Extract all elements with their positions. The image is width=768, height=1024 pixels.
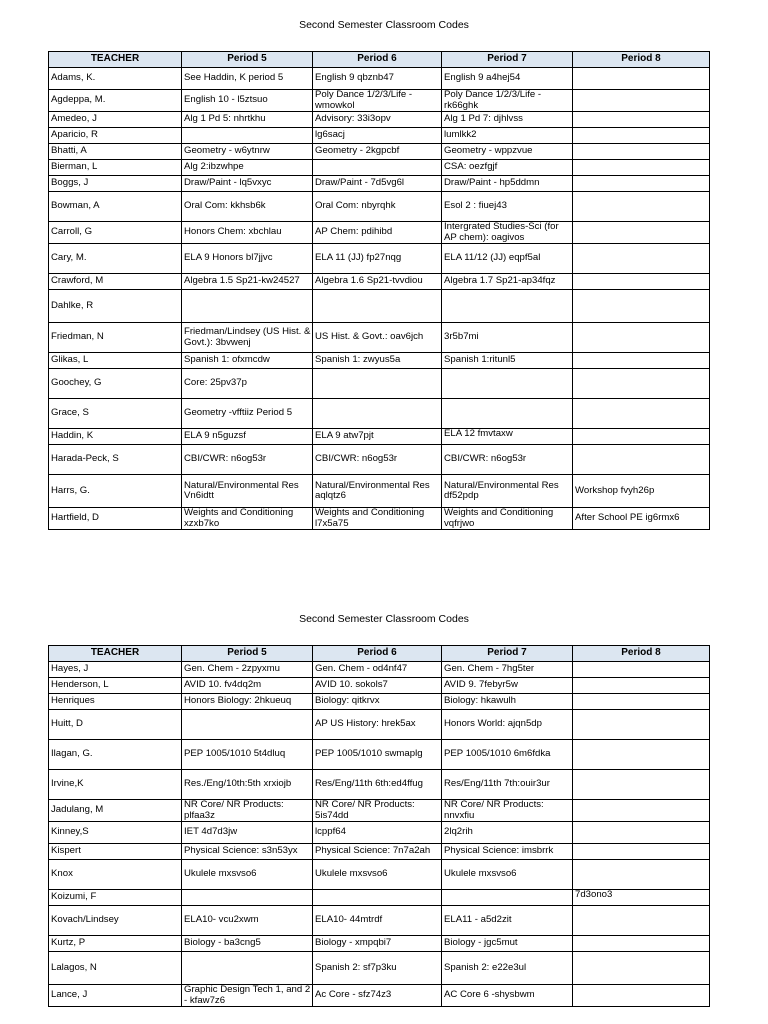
class-code-cell-period-8 [573,906,710,936]
class-code-cell-period-5 [182,890,313,906]
teacher-name-cell: Kurtz, P [49,936,182,952]
class-code-cell-period-8 [573,144,710,160]
table-row [49,822,710,844]
class-code-cell-period-8 [573,323,710,353]
table-row [49,144,710,160]
class-code-cell-period-6: Res/Eng/11th 6th:ed4ffug [313,770,442,800]
header-teacher: TEACHER [49,646,182,662]
class-code-cell-period-6: Spanish 2: sf7p3ku [313,952,442,985]
table-row [49,274,710,290]
header-period-6: Period 6 [313,52,442,68]
class-code-cell-period-7: Physical Science: imsbrrk [442,844,573,860]
teacher-name-cell: Ilagan, G. [49,740,182,770]
class-code-cell-period-8 [573,694,710,710]
teacher-name-cell: Koizumi, F [49,890,182,906]
teacher-name-cell: Amedeo, J [49,112,182,128]
class-code-cell-period-6: Weights and Conditioning l7x5a75 [313,508,442,530]
class-code-cell-period-6: Poly Dance 1/2/3/Life - wmowkol [313,90,442,112]
class-code-cell-period-7 [442,290,573,323]
table-row [49,192,710,222]
class-code-cell-period-5: CBI/CWR: n6og53r [182,445,313,475]
teacher-name-cell: Goochey, G [49,369,182,399]
class-code-cell-period-7: Alg 1 Pd 7: djhlvss [442,112,573,128]
teacher-name-cell: Kispert [49,844,182,860]
table-row [49,353,710,369]
class-code-cell-period-6 [313,399,442,429]
class-code-cell-period-6: Draw/Paint - 7d5vg6l [313,176,442,192]
class-code-cell-period-7: AC Core 6 -shysbwm [442,985,573,1007]
teacher-name-cell: Carroll, G [49,222,182,244]
class-code-cell-period-7: Poly Dance 1/2/3/Life - rk66ghk [442,90,573,112]
class-code-cell-period-6: English 9 qbznb47 [313,68,442,90]
header-period-7: Period 7 [442,646,573,662]
class-code-cell-period-5: See Haddin, K period 5 [182,68,313,90]
class-code-cell-period-6 [313,160,442,176]
teacher-name-cell: Friedman, N [49,323,182,353]
class-code-cell-period-7: ELA 12 fmvtaxw [442,429,573,445]
class-code-cell-period-5: Ukulele mxsvso6 [182,860,313,890]
class-code-cell-period-6 [313,369,442,399]
class-code-cell-period-8 [573,274,710,290]
table-row [49,323,710,353]
teacher-name-cell: Bhatti, A [49,144,182,160]
class-code-cell-period-5 [182,710,313,740]
class-code-cell-period-8 [573,770,710,800]
class-code-cell-period-5: ELA 9 Honors bl7jjvc [182,244,313,274]
class-code-cell-period-8 [573,369,710,399]
class-code-cell-period-6: lg6sacj [313,128,442,144]
class-code-cell-period-5: Honors Chem: xbchlau [182,222,313,244]
class-code-cell-period-7: Draw/Paint - hp5ddmn [442,176,573,192]
class-code-cell-period-8 [573,244,710,274]
class-code-cell-period-7 [442,369,573,399]
class-code-cell-period-6: NR Core/ NR Products: 5is74dd [313,800,442,822]
class-code-cell-period-5: IET 4d7d3jw [182,822,313,844]
class-code-cell-period-8 [573,800,710,822]
teacher-name-cell: Boggs, J [49,176,182,192]
class-code-cell-period-6: Biology - xmpqbi7 [313,936,442,952]
class-code-cell-period-7: PEP 1005/1010 6m6fdka [442,740,573,770]
class-code-cell-period-8 [573,399,710,429]
teacher-name-cell: Aparicio, R [49,128,182,144]
class-code-cell-period-5: Alg 1 Pd 5: nhrtkhu [182,112,313,128]
class-code-cell-period-7: CBI/CWR: n6og53r [442,445,573,475]
class-code-cell-period-8: After School PE ig6rmx6 [573,508,710,530]
class-code-cell-period-6: US Hist. & Govt.: oav6jch [313,323,442,353]
teacher-name-cell: Agdeppa, M. [49,90,182,112]
class-code-cell-period-8 [573,822,710,844]
class-code-cell-period-6: Algebra 1.6 Sp21-tvvdiou [313,274,442,290]
class-code-cell-period-5: Core: 25pv37p [182,369,313,399]
teacher-name-cell: Lalagos, N [49,952,182,985]
class-code-cell-period-7: Natural/Environmental Res df52pdp [442,475,573,508]
class-code-cell-period-7: Weights and Conditioning vqfrjwo [442,508,573,530]
class-code-cell-period-5: Res./Eng/10th:5th xrxiojb [182,770,313,800]
class-code-cell-period-5: Physical Science: s3n53yx [182,844,313,860]
class-code-cell-period-5: Geometry -vfftiiz Period 5 [182,399,313,429]
class-code-cell-period-7: Geometry - wppzvue [442,144,573,160]
class-code-cell-period-5: PEP 1005/1010 5t4dluq [182,740,313,770]
header-period-7: Period 7 [442,52,573,68]
teacher-name-cell: Glikas, L [49,353,182,369]
class-code-cell-period-6: Advisory: 33i3opv [313,112,442,128]
teacher-name-cell: Huitt, D [49,710,182,740]
table-row [49,176,710,192]
table-row [49,710,710,740]
teacher-name-cell: Grace, S [49,399,182,429]
class-code-cell-period-5: Geometry - w6ytnrw [182,144,313,160]
table-row [49,399,710,429]
table-body [49,68,710,530]
class-code-cell-period-5: Draw/Paint - lq5vxyc [182,176,313,192]
class-code-cell-period-6: Ukulele mxsvso6 [313,860,442,890]
teacher-name-cell: Bowman, A [49,192,182,222]
class-code-cell-period-8 [573,662,710,678]
class-code-cell-period-7: NR Core/ NR Products: nnvxfiu [442,800,573,822]
class-code-cell-period-7 [442,890,573,906]
class-code-cell-period-6: PEP 1005/1010 swmaplg [313,740,442,770]
class-code-cell-period-5: Gen. Chem - 2zpyxmu [182,662,313,678]
class-code-cell-period-6: CBI/CWR: n6og53r [313,445,442,475]
class-code-cell-period-8 [573,160,710,176]
teacher-name-cell: Bierman, L [49,160,182,176]
table-row [49,508,710,530]
header-teacher: TEACHER [49,52,182,68]
class-code-cell-period-7: AVID 9. 7febyr5w [442,678,573,694]
teacher-name-cell: Cary, M. [49,244,182,274]
class-code-cell-period-6: lcppf64 [313,822,442,844]
class-code-cell-period-8 [573,445,710,475]
class-code-cell-period-6: Biology: qitkrvx [313,694,442,710]
header-period-5: Period 5 [182,646,313,662]
class-code-cell-period-8 [573,128,710,144]
class-code-cell-period-5: Friedman/Lindsey (US Hist. & Govt.): 3bvwenj [182,323,313,353]
class-code-cell-period-7: lumlkk2 [442,128,573,144]
header-row [49,646,710,662]
class-code-cell-period-8 [573,290,710,323]
teacher-name-cell: Harada-Peck, S [49,445,182,475]
table-row [49,800,710,822]
table-row [49,128,710,144]
class-code-cell-period-5: Graphic Design Tech 1, and 2 - kfaw7z6 [182,985,313,1007]
class-code-cell-period-8: Workshop fvyh26p [573,475,710,508]
table-row [49,244,710,274]
class-code-cell-period-5: Natural/Environmental Res Vn6idtt [182,475,313,508]
table-row [49,740,710,770]
class-code-cell-period-6: AP US History: hrek5ax [313,710,442,740]
table-row [49,475,710,508]
class-code-cell-period-5: Spanish 1: ofxmcdw [182,353,313,369]
class-code-cell-period-8 [573,112,710,128]
table-body [49,662,710,1007]
table-row [49,678,710,694]
table-row [49,952,710,985]
class-code-cell-period-8: 7d3ono3 [573,890,710,906]
teacher-name-cell: Knox [49,860,182,890]
class-code-cell-period-6: Ac Core - sfz74z3 [313,985,442,1007]
class-code-cell-period-5: NR Core/ NR Products: plfaa3z [182,800,313,822]
table-row [49,90,710,112]
class-code-cell-period-5: Alg 2:ibzwhpe [182,160,313,176]
teacher-name-cell: Dahlke, R [49,290,182,323]
class-code-cell-period-7 [442,399,573,429]
classroom-codes-table [48,51,710,530]
header-period-6: Period 6 [313,646,442,662]
class-code-cell-period-6 [313,290,442,323]
teacher-name-cell: Lance, J [49,985,182,1007]
class-code-cell-period-5 [182,290,313,323]
class-code-cell-period-6: Natural/Environmental Res aqlqtz6 [313,475,442,508]
class-code-cell-period-7: Honors World: ajqn5dp [442,710,573,740]
table-row [49,445,710,475]
class-code-cell-period-6: Spanish 1: zwyus5a [313,353,442,369]
class-code-cell-period-7: Biology - jgc5mut [442,936,573,952]
table-row [49,906,710,936]
table-row [49,860,710,890]
table-row [49,222,710,244]
class-code-cell-period-8 [573,936,710,952]
class-code-cell-period-6: AVID 10. sokols7 [313,678,442,694]
teacher-name-cell: Henderson, L [49,678,182,694]
header-row [49,52,710,68]
class-code-cell-period-7: Algebra 1.7 Sp21-ap34fqz [442,274,573,290]
class-code-cell-period-6: ELA10- 44mtrdf [313,906,442,936]
class-code-cell-period-5 [182,128,313,144]
class-code-cell-period-5 [182,952,313,985]
class-code-cell-period-7: English 9 a4hej54 [442,68,573,90]
table-row [49,770,710,800]
class-code-cell-period-6: Gen. Chem - od4nf47 [313,662,442,678]
class-code-cell-period-5: ELA 9 n5guzsf [182,429,313,445]
class-code-cell-period-7: Biology: hkawulh [442,694,573,710]
teacher-name-cell: Hartfield, D [49,508,182,530]
class-code-cell-period-8 [573,176,710,192]
page-title: Second Semester Classroom Codes [299,19,469,31]
class-code-cell-period-5: Biology - ba3cng5 [182,936,313,952]
classroom-codes-table [48,645,710,1007]
teacher-name-cell: Harrs, G. [49,475,182,508]
class-code-cell-period-8 [573,353,710,369]
class-code-cell-period-7: 2lq2rih [442,822,573,844]
class-code-cell-period-6: Geometry - 2kgpcbf [313,144,442,160]
class-code-cell-period-8 [573,860,710,890]
class-code-cell-period-6: ELA 9 atw7pjt [313,429,442,445]
class-code-cell-period-8 [573,740,710,770]
class-code-cell-period-5: AVID 10. fv4dq2m [182,678,313,694]
class-code-cell-period-7: Spanish 1:ritunl5 [442,353,573,369]
class-code-cell-period-8 [573,222,710,244]
table-row [49,290,710,323]
teacher-name-cell: Kovach/Lindsey [49,906,182,936]
class-code-cell-period-5: English 10 - l5ztsuo [182,90,313,112]
class-code-cell-period-5: Honors Biology: 2hkueuq [182,694,313,710]
teacher-name-cell: Hayes, J [49,662,182,678]
class-code-cell-period-8 [573,68,710,90]
class-code-cell-period-7: ELA11 - a5d2zit [442,906,573,936]
class-code-cell-period-6: Oral Com: nbyrqhk [313,192,442,222]
teacher-name-cell: Haddin, K [49,429,182,445]
class-code-cell-period-7: Esol 2 : fiuej43 [442,192,573,222]
class-code-cell-period-7: Intergrated Studies-Sci (for AP chem): oagivos [442,222,573,244]
class-code-cell-period-7: ELA 11/12 (JJ) eqpf5al [442,244,573,274]
class-code-cell-period-5: ELA10- vcu2xwm [182,906,313,936]
class-code-cell-period-8 [573,844,710,860]
table-row [49,68,710,90]
table-row [49,844,710,860]
class-code-cell-period-5: Algebra 1.5 Sp21-kw24527 [182,274,313,290]
table-row [49,112,710,128]
class-code-cell-period-8 [573,90,710,112]
teacher-name-cell: Crawford, M [49,274,182,290]
class-code-cell-period-8 [573,678,710,694]
class-code-cell-period-5: Weights and Conditioning xzxb7ko [182,508,313,530]
class-code-cell-period-8 [573,192,710,222]
class-code-cell-period-7: Res/Eng/11th 7th:ouir3ur [442,770,573,800]
table-row [49,662,710,678]
class-code-cell-period-8 [573,985,710,1007]
class-code-cell-period-8 [573,429,710,445]
table-row [49,694,710,710]
class-code-cell-period-6: AP Chem: pdihibd [313,222,442,244]
table-row [49,429,710,445]
table-row [49,890,710,906]
teacher-name-cell: Irvine,K [49,770,182,800]
class-code-cell-period-6: Physical Science: 7n7a2ah [313,844,442,860]
class-code-cell-period-8 [573,952,710,985]
class-code-cell-period-7: 3r5b7mi [442,323,573,353]
teacher-name-cell: Adams, K. [49,68,182,90]
table-row [49,369,710,399]
page-title: Second Semester Classroom Codes [299,613,469,625]
teacher-name-cell: Jadulang, M [49,800,182,822]
class-code-cell-period-6 [313,890,442,906]
table-row [49,160,710,176]
class-code-cell-period-7: Gen. Chem - 7hg5ter [442,662,573,678]
class-code-cell-period-7: Ukulele mxsvso6 [442,860,573,890]
header-period-5: Period 5 [182,52,313,68]
table-row [49,936,710,952]
teacher-name-cell: Kinney,S [49,822,182,844]
header-period-8: Period 8 [573,52,710,68]
class-code-cell-period-6: ELA 11 (JJ) fp27nqg [313,244,442,274]
header-period-8: Period 8 [573,646,710,662]
class-code-cell-period-7: Spanish 2: e22e3ul [442,952,573,985]
class-code-cell-period-7: CSA: oezfgjf [442,160,573,176]
teacher-name-cell: Henriques [49,694,182,710]
class-code-cell-period-5: Oral Com: kkhsb6k [182,192,313,222]
class-code-cell-period-8 [573,710,710,740]
table-row [49,985,710,1007]
